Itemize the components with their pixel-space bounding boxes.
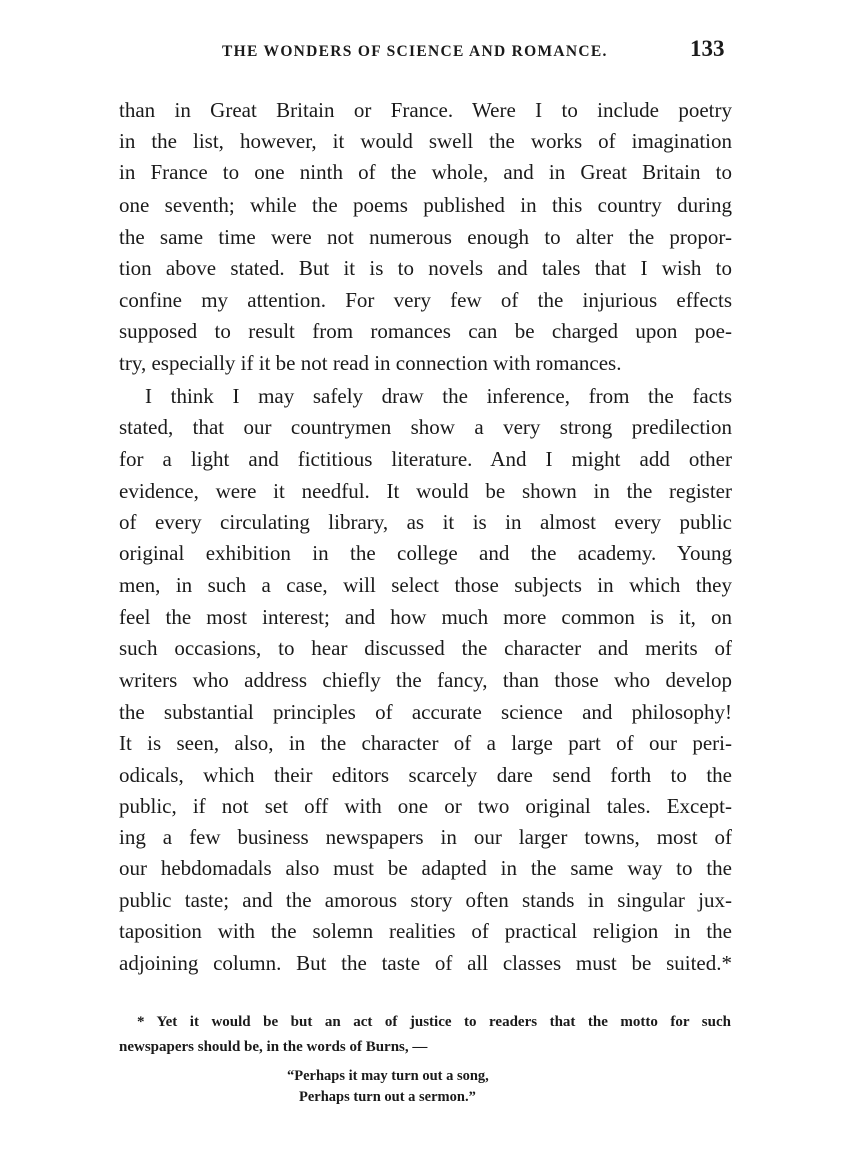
body-line: confine my attention. For very few of the injurious effects [119,288,732,312]
body-line: than in Great Britain or France. Were I to include poetry [119,98,732,122]
body-line: our hebdomadals also must be adapted in the same way to the [119,856,732,880]
body-line: evidence, were it needful. It would be shown in the register [119,479,732,503]
body-line: ing a few business newspapers in our larger towns, most of [119,825,732,849]
body-line: men, in such a case, will select those subjects in which they [119,573,732,597]
page-number: 133 [690,36,725,61]
body-line: public taste; and the amorous story often stands in singular jux- [119,888,732,912]
body-line: such occasions, to hear discussed the character and merits of [119,636,732,660]
verse-line: “Perhaps it may turn out a song, [287,1068,489,1084]
body-line: stated, that our countrymen show a very strong predilection [119,415,732,439]
body-line: for a light and fictitious literature. And I might add other [119,447,732,471]
body-line: the substantial principles of accurate science and philosophy! [119,700,732,724]
body-line: original exhibition in the college and the academy. Young [119,541,732,565]
body-line: odicals, which their editors scarcely dare send forth to the [119,763,732,787]
body-line: of every circulating library, as it is in almost every public [119,510,732,534]
body-line: one seventh; while the poems published in this country during [119,193,732,217]
body-line: the same time were not numerous enough to alter the propor- [119,225,732,249]
body-line: It is seen, also, in the character of a large part of our peri- [119,731,732,755]
footnote-line: * Yet it would be but an act of justice to readers that the motto for such [137,1014,731,1030]
body-line: feel the most interest; and how much more common is it, on [119,605,732,629]
verse-line: Perhaps turn out a sermon.” [299,1089,476,1105]
body-line: in the list, however, it would swell the works of imagination [119,129,732,153]
body-line: I think I may safely draw the inference, from the facts [145,384,732,408]
running-title: THE WONDERS OF SCIENCE AND ROMANCE. [222,43,608,60]
footnote-line: newspapers should be, in the words of Burns, — [119,1039,428,1055]
body-line: writers who address chiefly the fancy, than those who develop [119,668,732,692]
body-line: try, especially if it be not read in connection with romances. [119,351,622,375]
body-line: tion above stated. But it is to novels and tales that I wish to [119,256,732,280]
body-line: taposition with the solemn realities of practical religion in the [119,919,732,943]
body-line: in France to one ninth of the whole, and in Great Britain to [119,160,732,184]
body-line: supposed to result from romances can be charged upon poe- [119,319,732,343]
body-line: public, if not set off with one or two original tales. Except- [119,794,732,818]
body-line: adjoining column. But the taste of all classes must be suited.* [119,951,732,975]
